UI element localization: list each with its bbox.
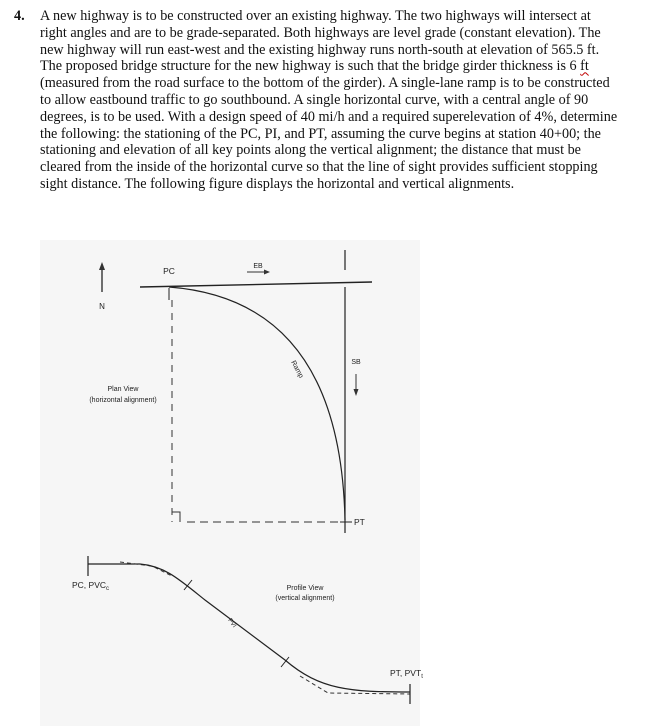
north-label: N [99,302,105,311]
profile-view-subtitle: (vertical alignment) [275,595,335,602]
problem-number: 4. [14,8,25,24]
pt-label: PT [354,517,365,527]
pc-label: PC [163,266,175,276]
problem-text-part2: (measured from the road surface to the bottom of the girder). A single-lane ramp is to be constructed to allow eastbound traffic to go southbound. A single horizontal curve, with a central angle of 90 degrees, is to be used. With a design speed of 40 mi/h and a required superelevation of 4%, determine the following: the stationing of the PC, PI, and PT, assuming the curve begins at station 40+00; the stationing and elevation of all key points along the vertical alignment; the distance that must be cleared from the inside of the horizontal curve so that the line of sight provides sufficient stopping sight distance. The following figure displays the horizontal and vertical alignments. [40,75,618,192]
figure-scan-background [40,240,420,726]
sb-label: SB [351,359,361,366]
spellcheck-flagged-word: ft [580,58,589,75]
plan-view-subtitle: (horizontal alignment) [89,397,157,404]
plan-view-title: Plan View [107,386,139,393]
profile-view-title: Profile View [286,585,324,592]
problem-text-part1: A new highway is to be constructed over an existing highway. The two highways will intersect at right angles and are to be grade-separated. Both highways are level grade (constant elevation). The new highway will run east-west and the existing highway runs north-south at elevation of 565.5 ft. The proposed bridge structure for the new highway is such that the bridge girder thickness is 6 [40,8,601,75]
pvi-label: PVI [226,617,237,630]
eb-label: EB [253,263,263,270]
profile-start-label: PC, $PVC_c$ [72,580,110,592]
ramp-label: Ramp [289,359,305,380]
profile-end-label: PT, $PVT_t$ [390,668,423,680]
